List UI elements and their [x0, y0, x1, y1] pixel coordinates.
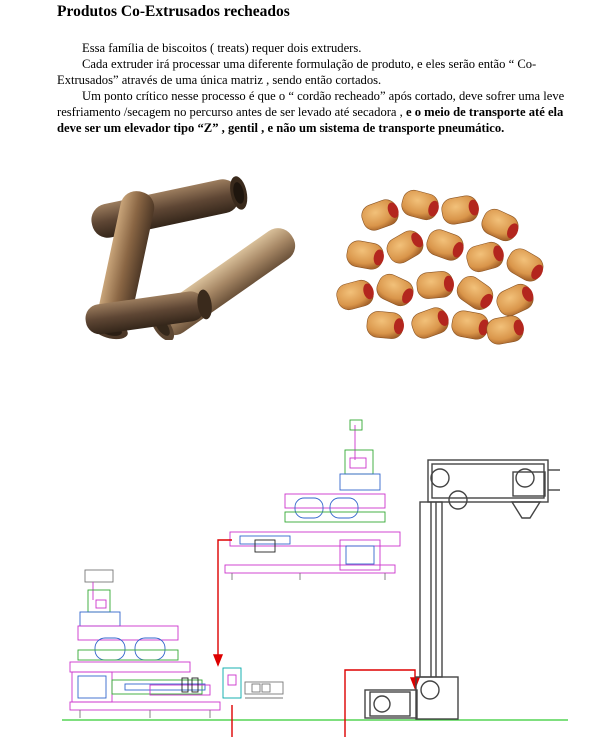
extruder-right: [225, 420, 400, 580]
photo-filled-pillow-treats: [335, 185, 555, 350]
pillow-treat: [366, 310, 405, 339]
paragraph-3-plain: Um ponto crítico nesse processo é que o “ cordão recheado” após cortado, deve sofrer uma leve resfriamento /secagem no percurso antes de ser levado até secadora ,: [57, 89, 565, 119]
photo-filled-tube-treats: [55, 170, 305, 340]
pillow-treat: [335, 278, 377, 313]
paragraph-3-bold: e o meio de transporte até ela deve ser um elevador tipo “Z” , gentil , e não um sistema de transporte pneumático.: [57, 105, 564, 135]
pillow-treat: [373, 271, 418, 310]
pillow-treat: [478, 206, 523, 245]
pillow-treat: [383, 226, 428, 267]
pillow-treat-pile: [335, 188, 548, 346]
pillow-treat: [485, 314, 526, 346]
pillow-treat: [493, 280, 538, 319]
pillow-treat: [450, 309, 491, 341]
page-title: Produtos Co-Extrusados recheados: [57, 3, 290, 20]
extruder-left: [70, 570, 220, 718]
paragraph-2: Cada extruder irá processar uma diferente formulação de produto, e eles serão então “ Co-Extrusados” através de uma única matriz , sendo então cortados.: [57, 57, 537, 87]
pillow-treat: [359, 196, 403, 233]
z-elevator: [365, 460, 560, 719]
paragraph-3: [57, 88, 572, 136]
pillow-treat: [409, 304, 453, 341]
pillow-treat: [399, 188, 441, 223]
coextrusion-die-cutter: [223, 668, 283, 698]
pillow-treat: [453, 272, 498, 315]
pillow-treat: [440, 194, 481, 226]
pillow-treat: [416, 270, 455, 299]
transfer-lines: [214, 540, 419, 737]
pillow-treat: [345, 239, 386, 271]
pillow-treat: [503, 245, 548, 286]
pillow-treat: [424, 227, 468, 264]
body-text: [57, 40, 572, 136]
paragraph-1: Essa família de biscoitos ( treats) requer dois extruders.: [82, 41, 362, 55]
co-extrusion-line-diagram: [0, 400, 610, 737]
tube-treat-1: [88, 175, 250, 241]
pillow-treat: [464, 240, 506, 275]
